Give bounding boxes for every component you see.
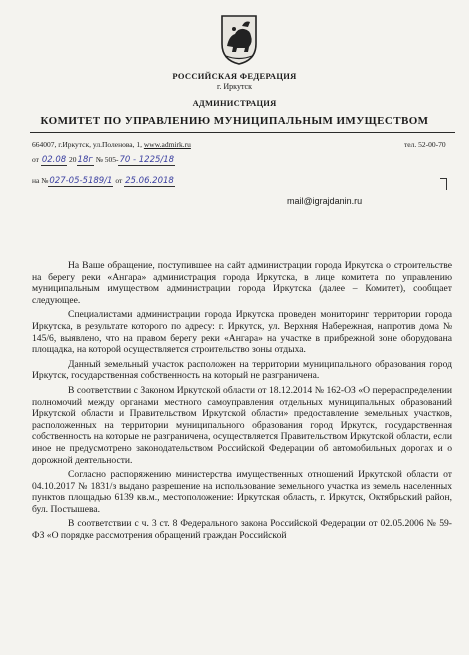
reference-date: 25.06.2018 <box>125 176 174 186</box>
body-paragraph: В соответствии с Законом Иркутской области от 18.12.2014 № 162-ОЗ «О перераспределении полномочий между органами местного самоуправления отдельных муниципальных образований Иркутской области и Правительством Иркутской области» предоставление земельных участков, расположенных на территории муниципального образования город Иркутск, государственная собственность на которые не разграничена, осуществляется Правительством Иркутской области, если иное не предусмотрено законодательством Российской Федерации об автомобильных дорогах и о дорожной деятельности. <box>32 384 452 466</box>
recipient-email: mail@igrajdanin.ru <box>287 196 363 206</box>
year-prefix: 20 <box>69 155 77 164</box>
address-corner-mark-vertical <box>446 178 447 190</box>
reference-number: 027-05-5189/1 <box>49 176 113 186</box>
committee-title: КОМИТЕТ ПО УПРАВЛЕНИЮ МУНИЦИПАЛЬНЫМ ИМУЩЕСТВОМ <box>40 115 429 127</box>
body-paragraph: Специалистами администрации города Иркутска проведен мониторинг территории города Иркутска, в результате которого по адресу: г. Иркутск, ул. Верхняя Набережная, напротив дома № 145/6, выявлено, что на правом берегу реки «Ангара» на участке в прибрежной зоне оборудована площадка, на которой осуществляется строительство зоны отдыха. <box>32 309 452 356</box>
letter-body <box>32 260 452 545</box>
header-divider <box>30 132 455 133</box>
ref-from-label: от <box>115 176 123 185</box>
body-paragraph: Согласно распоряжению министерства имущественных отношений Иркутской области от 04.10.2017 № 1831/з выдано разрешение на использование земельного участка из земель населенных пунктов площадью 6139 кв.м., местоположение: Иркутская область, г. Иркутск, Октябрьский район, бул. Постышева. <box>32 469 452 515</box>
irkutsk-coat-of-arms-icon <box>220 14 258 66</box>
ref-label: на № <box>32 176 49 185</box>
from-label: от <box>32 155 39 164</box>
outgoing-date: 02.08 <box>41 155 67 165</box>
number-label: № 505- <box>95 155 119 164</box>
outgoing-number: 70 - 1225/18 <box>119 155 175 165</box>
website-link[interactable]: www.admirk.ru <box>143 140 191 149</box>
contact-address <box>32 140 191 149</box>
address-text: 664007, г.Иркутск, ул.Поленова, 1, <box>32 140 144 149</box>
country-title: РОССИЙСКАЯ ФЕДЕРАЦИЯ <box>172 71 297 81</box>
city-name: г. Иркутск <box>217 82 252 91</box>
body-paragraph: Данный земельный участок расположен на территории муниципального образования город Иркутск, государственная собственность на который не разграничена. <box>32 358 452 382</box>
outgoing-year: 18г <box>77 155 93 165</box>
phone-number: тел. 52-00-70 <box>404 140 446 149</box>
outgoing-registration <box>32 155 175 165</box>
body-paragraph: В соответствии с ч. 3 ст. 8 Федерального закона Российской Федерации от 02.05.2006 № 59-ФЗ «О порядке рассмотрения обращений граждан Российской <box>32 518 452 542</box>
body-paragraph: На Ваше обращение, поступившее на сайт администрации города Иркутска о строительстве на берегу реки «Ангара» администрация города Иркутска, в лице комитета по управлению муниципальным имуществом администрации города Иркутска (далее – Комитет), сообщает следующее. <box>32 260 452 306</box>
administration-title: АДМИНИСТРАЦИЯ <box>192 98 277 108</box>
incoming-reference <box>32 176 175 186</box>
